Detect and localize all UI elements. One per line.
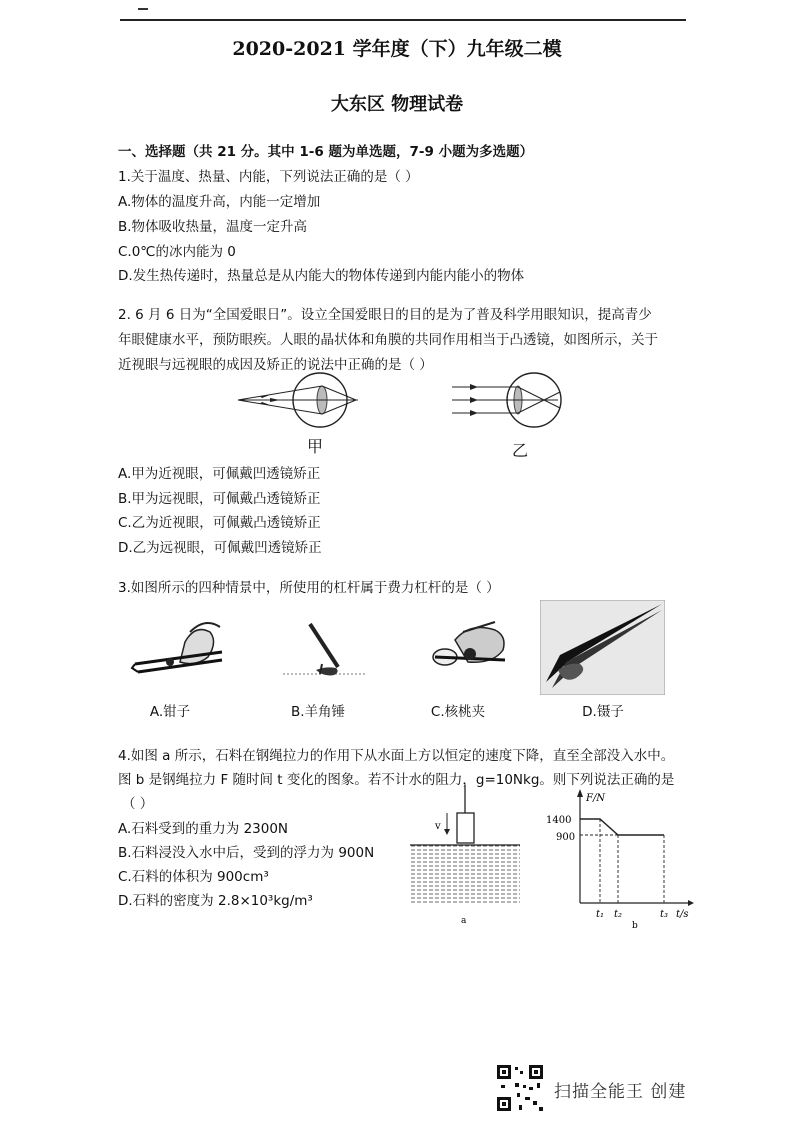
eye-diagram-jia	[230, 370, 360, 450]
q3-stem: 3.如图所示的四种情景中，所使用的杠杆属于费力杠杆的是（ ）	[118, 580, 500, 596]
y-axis-label: F/N	[586, 793, 606, 804]
x-axis-label: t/s	[676, 909, 689, 920]
eye-diagram-yi-label: 乙	[511, 441, 528, 460]
y-tick-1400: 1400	[546, 815, 572, 826]
q1-option-b: B.物体吸收热量，温度一定升高	[118, 219, 308, 235]
figure-b-force-time-graph	[540, 785, 695, 930]
header-rule	[120, 19, 686, 21]
exam-title: 2020-2021 学年度（下）九年级二模	[232, 38, 562, 60]
q2-option-b: B.甲为远视眼，可佩戴凸透镜矫正	[118, 491, 321, 507]
claw-hammer-illustration	[278, 612, 368, 687]
y-tick-900: 900	[556, 832, 576, 843]
q2-stem-line-1: 2. 6 月 6 日为“全国爱眼日”。设立全国爱眼日的目的是为了普及科学用眼知识，提高青少	[118, 307, 652, 323]
figure-b-label: b	[632, 921, 638, 930]
q1-stem: 1.关于温度、热量、内能，下列说法正确的是（ ）	[118, 169, 419, 185]
q4-option-c: C.石料的体积为 900cm³	[118, 869, 269, 885]
q3-caption-a: A.钳子	[149, 704, 191, 720]
q2-option-c: C.乙为近视眼，可佩戴凸透镜矫正	[118, 515, 321, 531]
exam-subtitle: 大东区 物理试卷	[330, 94, 464, 115]
q4-stem-line-3: （ ）	[122, 796, 154, 812]
pliers-illustration	[130, 612, 230, 687]
q3-caption-c: C.核桃夹	[430, 704, 486, 720]
figure-a-label: a	[461, 916, 467, 925]
eye-diagram-jia-label: 甲	[306, 437, 323, 456]
qr-code-image	[495, 1063, 545, 1113]
q4-option-a: A.石料受到的重力为 2300N	[118, 821, 289, 837]
q1-option-d: D.发生热传递时，热量总是从内能大的物体传递到内能内能小的物体	[118, 268, 525, 284]
nutcracker-illustration	[425, 612, 515, 687]
q4-option-d: D.石料的密度为 2.8×10³kg/m³	[118, 893, 313, 909]
q4-option-b: B.石料浸没入水中后，受到的浮力为 900N	[118, 845, 375, 861]
q2-stem-line-2: 年眼健康水平，预防眼疾。人眼的晶状体和角膜的共同作用相当于凸透镜，如图所示，关于	[118, 332, 658, 348]
tweezers-illustration	[540, 600, 665, 695]
velocity-label: v	[435, 821, 441, 832]
scan-mark	[138, 8, 148, 10]
q1-option-a: A.物体的温度升高，内能一定增加	[118, 194, 321, 210]
q4-stem-line-2: 图 b 是钢绳拉力 F 随时间 t 变化的图象。若不计水的阻力，g=10Nkg。则下列说法正确的是	[118, 772, 675, 788]
q3-caption-d: D.镊子	[582, 704, 624, 720]
watermark-text: 扫描全能王 创建	[554, 1082, 687, 1102]
section-heading: 一、选择题（共 21 分。其中 1-6 题为单选题，7-9 小题为多选题）	[118, 144, 534, 160]
q2-option-a: A.甲为近视眼，可佩戴凹透镜矫正	[118, 466, 321, 482]
x-tick-t3: t₃	[660, 909, 669, 920]
q2-option-d: D.乙为远视眼，可佩戴凹透镜矫正	[118, 540, 322, 556]
q4-stem-line-1: 4.如图 a 所示，石料在钢绳拉力的作用下从水面上方以恒定的速度下降，直至全部没入水中。	[118, 748, 675, 764]
x-tick-t1: t₁	[596, 909, 605, 920]
q2-stem-line-3: 近视眼与远视眼的成因及矫正的说法中正确的是（ ）	[118, 357, 433, 373]
figure-a-stone-in-water	[405, 785, 525, 925]
q3-caption-b: B.羊角锤	[290, 704, 346, 720]
q1-option-c: C.0℃的冰内能为 0	[118, 244, 236, 260]
x-tick-t2: t₂	[614, 909, 623, 920]
